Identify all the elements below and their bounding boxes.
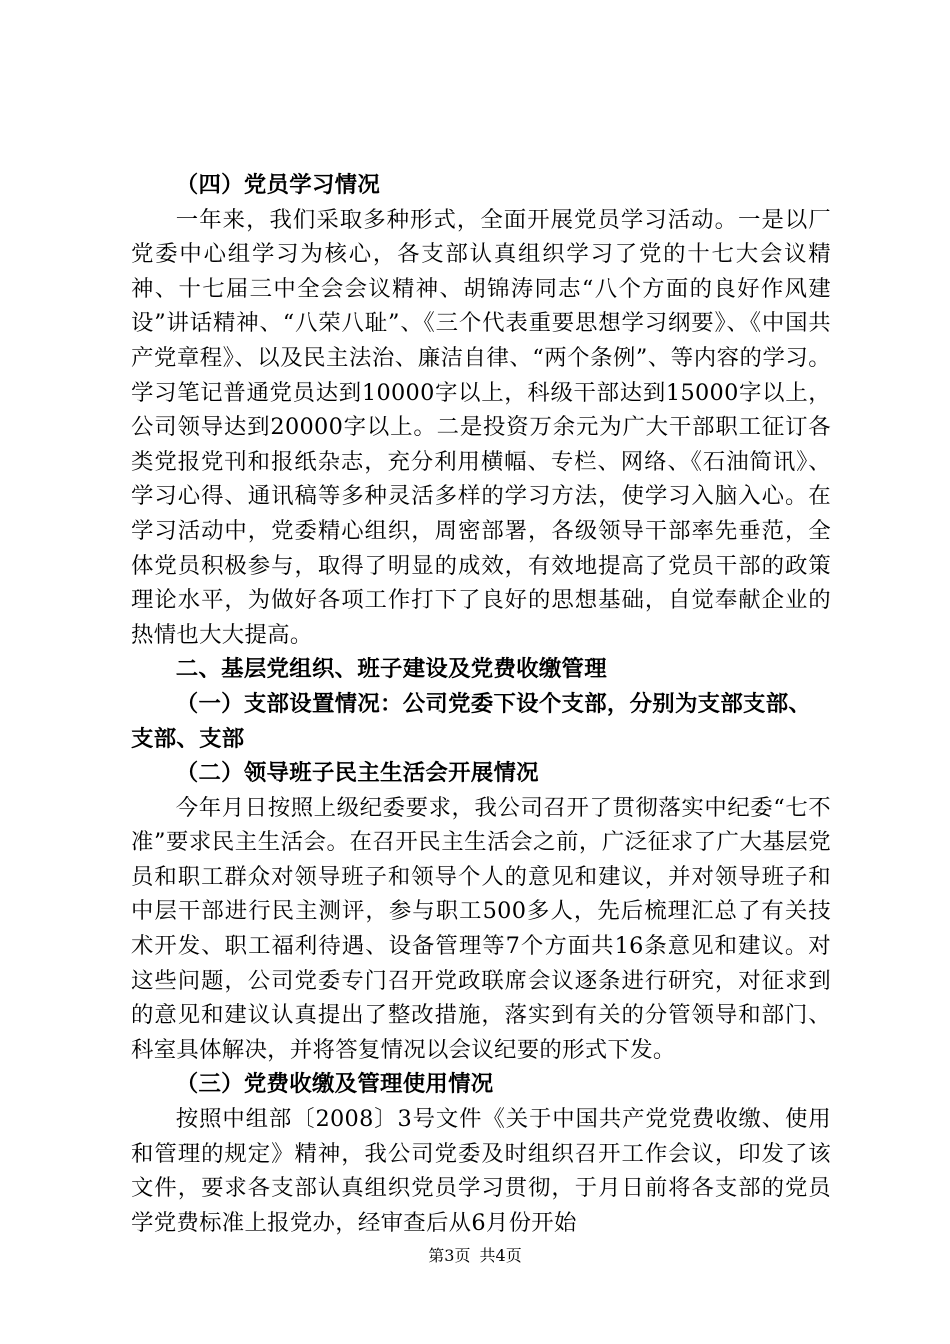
heading-branch-setup: （一）支部设置情况：公司党委下设个支部，分别为支部支部、支部、支部 [131, 690, 812, 752]
heading-party-fees: （三）党费收缴及管理使用情况 [175, 1071, 494, 1098]
document-body [131, 168, 831, 1240]
page-number: 第3页 [428, 1246, 471, 1265]
paragraph-study-activities: 一年来，我们采取多种形式，全面开展党员学习活动。一是以厂党委中心组学习为核心，各支部认真组织学习了党的十七大会议精神、十七届三中全会会议精神、胡锦涛同志“八个方面的良好作风建设”讲话精神、“八荣八耻”、《三个代表重要思想学习纲要》、《中国共产党章程》、以及民主法治、廉洁自律、“两个条例”、等内容的学习。学习笔记普通党员达到10000字以上，科级干部达到15000字以上，公司领导达到20000字以上。二是投资万余元为广大干部职工征订各类党报党刊和报纸杂志，充分利用横幅、专栏、网络、《石油简讯》、学习心得、通讯稿等多种灵活多样的学习方法，使学习入脑入心。在学习活动中，党委精心组织，周密部署，各级领导干部率先垂范，全体党员积极参与，取得了明显的成效，有效地提高了党员干部的政策理论水平，为做好各项工作打下了良好的思想基础，自觉奉献企业的热情也大大提高。 [131, 206, 831, 648]
page-footer [0, 1246, 950, 1266]
heading-section-two: 二、基层党组织、班子建设及党费收缴管理 [175, 656, 607, 683]
page-total: 共4页 [479, 1246, 522, 1265]
paragraph-party-fees: 按照中组部〔2008〕3号文件《关于中国共产党党费收缴、使用和管理的规定》精神，我公司党委及时组织召开工作会议，印发了该文件，要求各支部认真组织党员学习贯彻，于月日前将各支部的党员学党费标准上报党办，经审查后从6月份开始 [131, 1106, 831, 1236]
heading-party-member-study: （四）党员学习情况 [175, 172, 381, 198]
paragraph-democratic-life-meeting: 今年月日按照上级纪委要求，我公司召开了贯彻落实中纪委“七不准”要求民主生活会。在召开民主生活会之前，广泛征求了广大基层党员和职工群众对领导班子和领导个人的意见和建议，并对领导班子和中层干部进行民主测评，参与职工500多人，先后梳理汇总了有关技术开发、职工福利待遇、设备管理等7个方面共16条意见和建议。对这些问题，公司党委专门召开党政联席会议逐条进行研究，对征求到的意见和建议认真提出了整改措施，落实到有关的分管领导和部门、科室具体解决，并将答复情况以会议纪要的形式下发。 [131, 794, 831, 1063]
heading-democratic-life-meeting: （二）领导班子民主生活会开展情况 [175, 760, 539, 787]
